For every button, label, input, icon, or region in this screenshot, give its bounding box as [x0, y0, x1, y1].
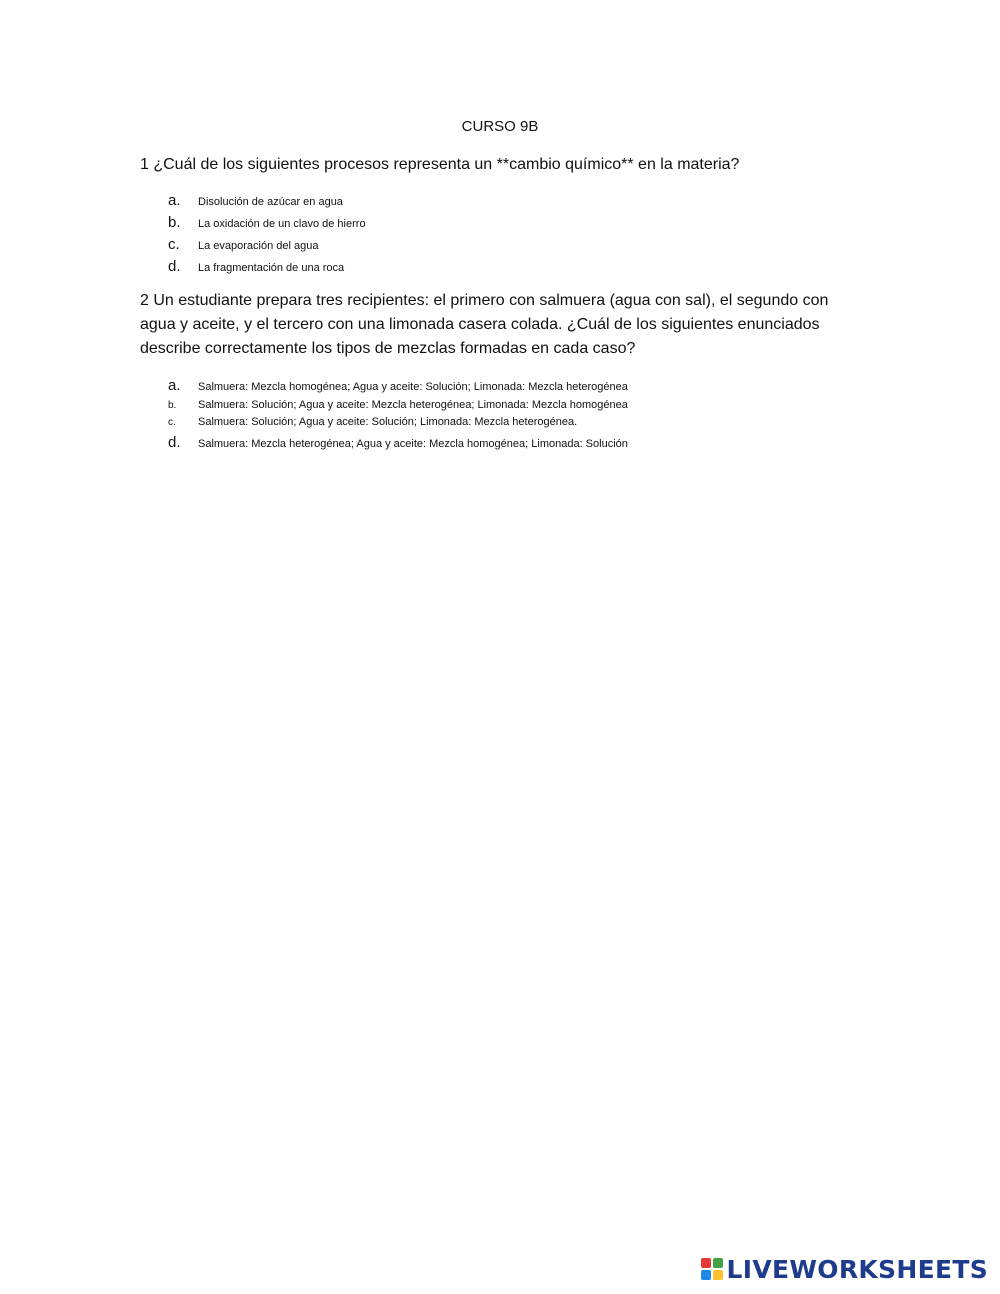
question-2-text: 2 Un estudiante prepara tres recipientes: el primero con salmuera (agua con sal), el segundo con agua y aceite, y el tercero con una limonada casera colada. ¿Cuál de los siguientes enunciados describe correctamente los tipos de mezclas formadas en cada caso?: [140, 292, 829, 357]
option-text: La fragmentación de una roca: [198, 262, 345, 274]
option-letter: c.: [168, 236, 180, 253]
option-letter: a.: [168, 192, 181, 209]
option-text: La oxidación de un clavo de hierro: [198, 218, 366, 230]
option-letter: d.: [168, 434, 181, 451]
option-letter: a.: [168, 377, 181, 394]
option-text: Disolución de azúcar en agua: [198, 196, 343, 208]
option-letter: d.: [168, 258, 181, 275]
option-text: La evaporación del agua: [198, 240, 319, 252]
logo-text: LIVEWORKSHEETS: [726, 1254, 988, 1284]
option-text: Salmuera: Solución; Agua y aceite: Mezcla heterogénea; Limonada: Mezcla homogénea: [198, 399, 628, 411]
option-text: Salmuera: Solución; Agua y aceite: Solución; Limonada: Mezcla heterogénea.: [198, 416, 578, 428]
liveworksheets-logo: [701, 1254, 988, 1284]
option-text: Salmuera: Mezcla homogénea; Agua y aceite: Solución; Limonada: Mezcla heterogénea: [198, 381, 628, 393]
question-1-text: 1 ¿Cuál de los siguientes procesos representa un **cambio químico** en la materia?: [140, 156, 740, 173]
logo-mark-icon: [701, 1258, 723, 1280]
option-text: Salmuera: Mezcla heterogénea; Agua y aceite: Mezcla homogénea; Limonada: Solución: [198, 438, 628, 450]
option-letter: c.: [168, 417, 176, 428]
option-letter: b.: [168, 214, 181, 231]
option-letter: b.: [168, 400, 177, 411]
worksheet-title: CURSO 9B: [461, 118, 539, 135]
